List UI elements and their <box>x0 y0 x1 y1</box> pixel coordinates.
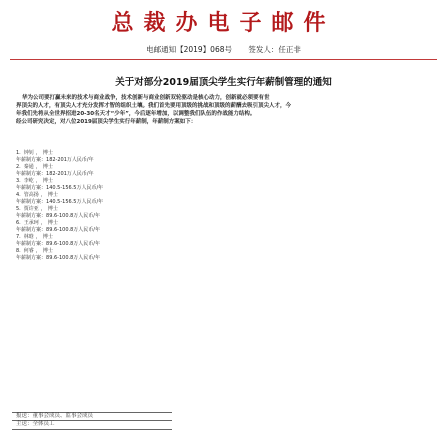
list-item: 6. 王承珂 ， 博士 年薪制方案：89.6-100.8万人民币/年 <box>16 220 100 233</box>
entry-index: 2. <box>16 164 21 170</box>
entry-name: 王承珂 <box>23 220 39 226</box>
entry-salary: 89.6-100.8万人民币/年 <box>46 213 100 219</box>
entry-degree: 博士 <box>47 192 58 198</box>
entry-index: 3. <box>16 178 21 184</box>
entry-name: 秦通 <box>23 164 34 170</box>
paragraph-2: 界顶尖的人才，有顶尖人才充分发挥才智的组织土壤。我们首先要用顶级的挑战和顶级的薪酬去吸引顶尖人才，今 <box>16 103 292 109</box>
entry-degree: 博士 <box>42 234 53 240</box>
notice-subject: 关于对部分2019届顶尖学生实行年薪制管理的通知 <box>115 77 332 88</box>
entry-salary: 89.6-100.8万人民币/年 <box>46 255 100 261</box>
entry-salary: 89.6-100.8万人民币/年 <box>46 241 100 247</box>
salary-prefix: 年薪制方案： <box>16 199 47 205</box>
entry-name: 李屹 <box>23 178 34 184</box>
salary-prefix: 年薪制方案： <box>16 157 47 163</box>
list-item: 5. 贾许亚 ， 博士 年薪制方案：89.6-100.8万人民币/年 <box>16 206 100 219</box>
entry-degree: 博士 <box>42 164 53 170</box>
footer-to: 主送：全体员工 <box>16 421 55 427</box>
entry-name: 林晗 <box>23 234 34 240</box>
entry-name: 贾许亚 <box>23 206 39 212</box>
doc-number: 电邮通知【2019】068号 <box>146 45 232 54</box>
document-title: 总裁办电子邮件 <box>111 10 336 36</box>
entry-degree: 博士 <box>42 150 53 156</box>
footer-divider-bottom <box>12 429 172 430</box>
document-meta <box>0 44 447 55</box>
salary-prefix: 年薪制方案： <box>16 171 47 177</box>
list-item: 7. 林晗 ， 博士 年薪制方案：89.6-100.8万人民币/年 <box>16 234 100 247</box>
salary-list <box>16 150 216 262</box>
salary-prefix: 年薪制方案： <box>16 255 47 261</box>
signer: 签发人：任正非 <box>248 45 301 54</box>
entry-salary: 182-201万人民币/年 <box>46 157 94 163</box>
entry-index: 7. <box>16 234 21 240</box>
entry-name: 管高扬 <box>23 192 39 198</box>
entry-degree: 博士 <box>47 220 58 226</box>
entry-degree: 博士 <box>42 248 53 254</box>
salary-prefix: 年薪制方案： <box>16 213 47 219</box>
paragraph-4: 经公司研究决定，对八位2019届顶尖学生实行年薪制，年薪制方案如下： <box>16 119 197 125</box>
entry-name: 钟钊 <box>23 150 34 156</box>
entry-index: 5. <box>16 206 21 212</box>
salary-prefix: 年薪制方案： <box>16 227 47 233</box>
entry-salary: 140.5-156.5万人民币/年 <box>46 185 104 191</box>
list-item: 2. 秦通 ， 博士 年薪制方案：182-201万人民币/年 <box>16 164 94 177</box>
header-divider <box>10 59 437 60</box>
entry-degree: 博士 <box>42 178 53 184</box>
entry-salary: 89.6-100.8万人民币/年 <box>46 227 100 233</box>
list-item: 3. 李屹 ， 博士 年薪制方案：140.5-156.5万人民币/年 <box>16 178 104 191</box>
salary-prefix: 年薪制方案： <box>16 241 47 247</box>
entry-salary: 182-201万人民币/年 <box>46 171 94 177</box>
entry-salary: 140.5-156.5万人民币/年 <box>46 199 104 205</box>
entry-index: 1. <box>16 150 21 156</box>
paragraph-3: 年我们先将从全世界招进20-30名天才“少年”，今后逐年增加，以调整我们队伍的作战能力结构。 <box>16 111 256 117</box>
list-item: 8. 何睿 ， 博士 年薪制方案：89.6-100.8万人民币/年 <box>16 248 100 261</box>
entry-index: 8. <box>16 248 21 254</box>
paragraph-1: 华为公司要打赢未来的技术与商业战争，技术创新与商业创新双轮驱动是核心动力，创新就必须要有世 <box>22 95 270 101</box>
list-item: 1. 钟钊 ， 博士 年薪制方案：182-201万人民币/年 <box>16 150 94 163</box>
entry-index: 4. <box>16 192 21 198</box>
entry-degree: 博士 <box>47 206 58 212</box>
entry-index: 6. <box>16 220 21 226</box>
salary-prefix: 年薪制方案： <box>16 185 47 191</box>
entry-name: 何睿 <box>23 248 34 254</box>
list-item: 4. 管高扬 ， 博士 年薪制方案：140.5-156.5万人民币/年 <box>16 192 104 205</box>
footer-cc: 报送：董事会成员、监事会成员 <box>16 413 94 419</box>
